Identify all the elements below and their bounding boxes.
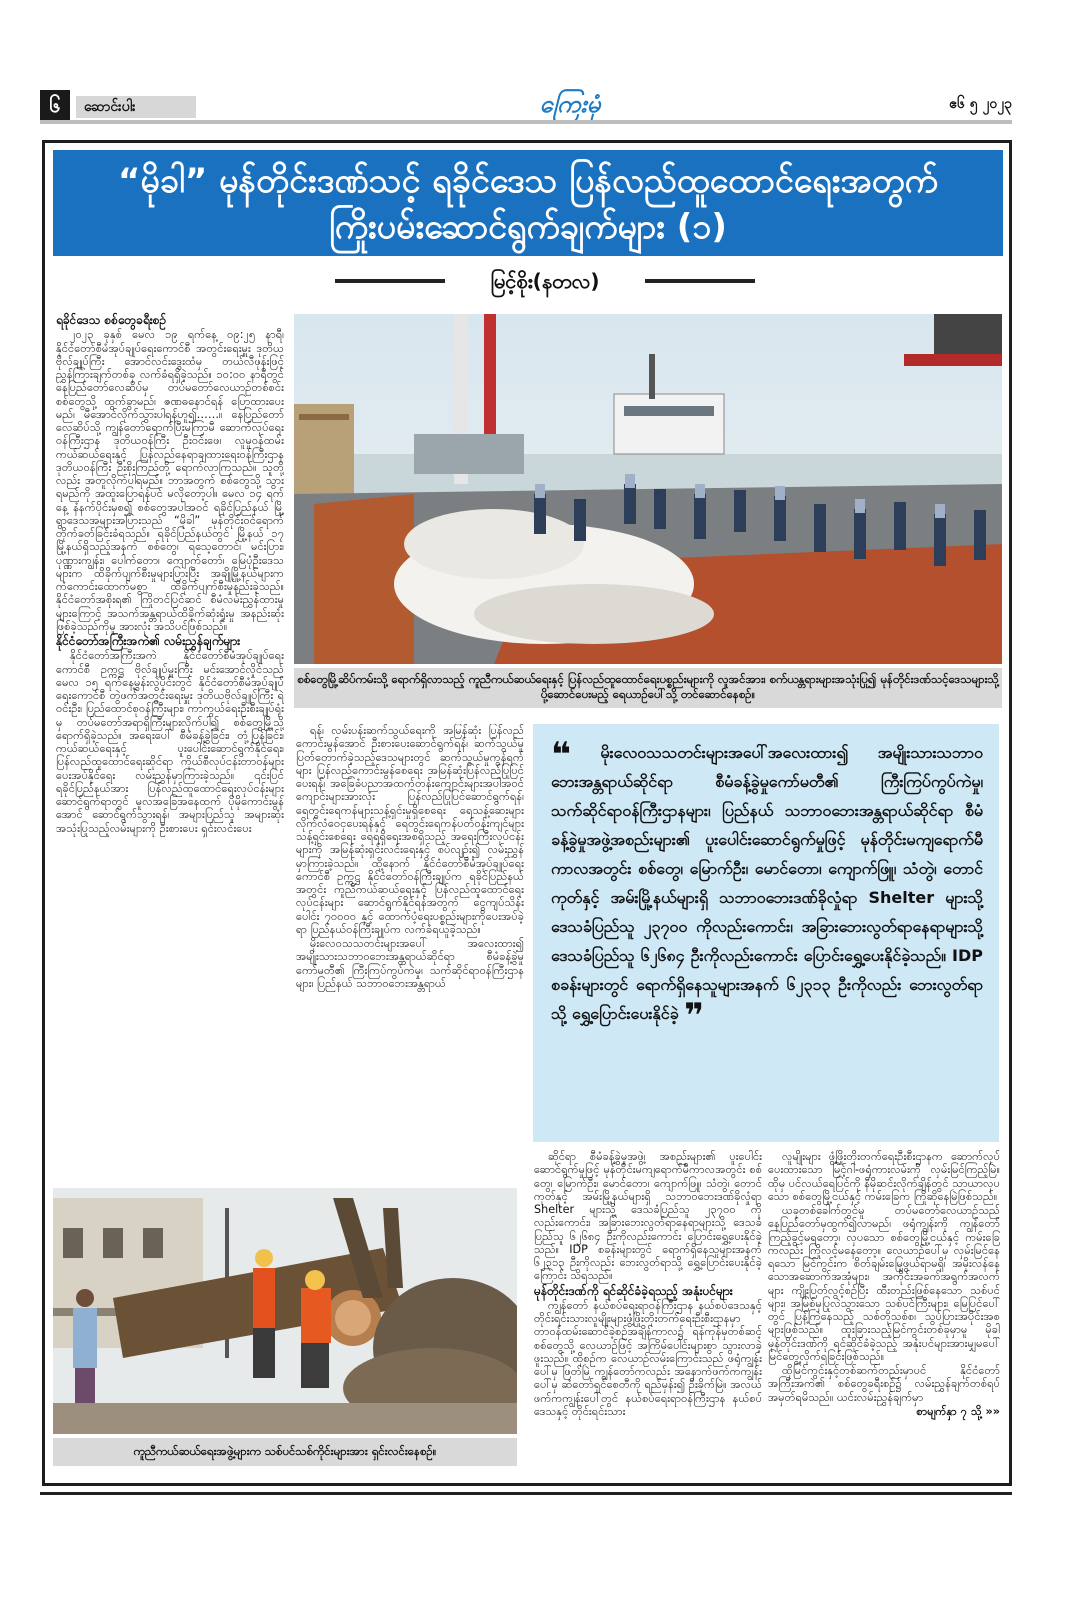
headline-line1: “မိုခါ” မုန်တိုင်းဒဏ်သင့် ရခိုင်ဒေသ ပြန်လည်ထူထောင်ရေးအတွက် (118, 161, 938, 201)
column1-paragraph: နိုင်ငံတော်အကြီးအကဲ နိုင်ငံတော်စီမံအုပ်ချုပ်ရေးကောင်စီ ဥက္ကဋ္ဌ ဗိုလ်ချုပ်မှူးကြီး မင်းအောင်လှိုင်သည် မေလ ၁၅ ရက်နေ့မွန်းလွဲပိုင်းတွင် နိုင်ငံတော်စီမံအုပ်ချုပ်ရေးကောင်စီ တွဲဖက်အတွင်းရေးမှူး ဒုတိယဗိုလ်ချုပ်ကြီး ရဲဝင်းဦး၊ ပြည်ထောင်စုဝန်ကြီးများ၊ ကာကွယ်ရေးဦးစီးချုပ်ရုံးမှ တပ်မတော်အရာရှိကြီးများလိုက်ပါ၍ စစ်တွေမြို့သို့ ရောက်ရှိခဲ့သည်။ အရေးပေါ် စီမံခန့်ခွဲခြင်း၊ တုံ့ပြန်ခြင်း၊ ကယ်ဆယ်ရေးနှင့် ပူးပေါင်းဆောင်ရွက်နိုင်ရေး၊ ပြန်လည်ထူထောင်ရေးဆိုင်ရာ ကိုယ်စီလုပ်ငန်းတာဝန်များ ပေးအပ်နိုင်ရေး လမ်းညွှန်မှာကြားခဲ့သည်။ ၎င်းပြင် ရခိုင်ပြည်နယ်အား ပြန်လည်ထူထောင်ရေးလုပ်ငန်းများ ဆောင်ရွက်ရာတွင် မူလအခြေအနေထက် ပိုမိုကောင်းမွန်အောင် ဆောင်ရွက်သွားရန်၊ အများပြည်သူ အများဆုံး အသုံးပြုသည့်လမ်းများကို ဦးစားပေး ရှင်းလင်းပေး (56, 649, 284, 835)
column3-paragraph: ဆိုင်ရာ စီမံခန့်ခွဲမှုအဖွဲ့၊ အစည်းများ၏ ပူးပေါင်းဆောင်ရွက်မှုဖြင့် မုန်တိုင်းမကျရောက်မီကာလအတွင်း စစ်တွေ၊ မြောက်ဦး၊ မောင်တော၊ ကျောက်ဖြူ၊ သံတွဲ၊ တောင်ကုတ်နှင့် အမ်းမြို့နယ်များရှိ သဘာဝဘေးဒဏ်ခိုလှုံရာ Shelter များသို့ ဒေသခံပြည်သူ ၂၃၇၀၀ ကိုလည်းကောင်း၊ အခြားဘေးလွတ်ရာနေရာများသို့ ဒေသခံပြည်သူ ၆၂၆၈၄ ဦးကိုလည်းကောင်း ပြောင်းရွှေ့ပေးနိုင်ခဲ့သည်။ IDP စခန်းများတွင် ရောက်ရှိနေသူများအနက် ၆၂၃၁၃ ဦးကိုလည်း ဘေးလွတ်ရာသို့ ရွှေ့ပြောင်းပေးနိုင်ခဲ့ကြောင်း သိရသည်။ (534, 1150, 762, 1283)
byline-rule-left (335, 279, 445, 283)
photo1-caption: စစ်တွေမြို့ဆိပ်ကမ်းသို့ ရောက်ရှိလာသည့် ကူညီကယ်ဆယ်ရေးနှင့် ပြန်လည်ထူထောင်ရေးပစ္စည်းများကို လူအင်အား၊ စက်ယန္တရားများအသုံးပြု၍ မုန်တိုင်းဒဏ်သင့်ဒေသများသို့ ပို့ဆောင်ပေးမည့် ရေယာဉ်ပေါ်သို့ တင်ဆောင်နေစဉ်။ (294, 668, 1002, 708)
column1-heading: ရခိုင်ဒေသ စစ်တွေခရီးစဉ် (56, 313, 167, 327)
header-rule (40, 120, 1012, 124)
column2-paragraph: ရန်၊ လမ်းပန်းဆက်သွယ်ရေးကို အမြန်ဆုံး ပြန်လည်ကောင်းမွန်အောင် ဦးစားပေးဆောင်ရွက်ရန်၊ ဆက်သွယ်မှုပြတ်တောက်ခဲ့သည့်ဒေသများတွင် ဆက်သွယ်မှုကွန်ရက်များ ပြန်လည်ကောင်းမွန်စေရေး အမြန်ဆုံးပြန်လည်ပြုပြင်ပေးရန်၊ အခြေခံပညာအထက်တန်းကျောင်းများအပါအဝင် ကျောင်းများအားလုံး ပြန်လည်ပြုပြင်ဆောင်ရွက်ရန်၊ ရေတွင်းရေကန်များသန့်ရှင်းမှုရှိစေရေး ရေသန့်ဆေးများ လိုက်လံဝေငှပေးရန်နှင့် ရေတွင်းရေကန်ပတ်ဝန်းကျင်များသန့်ရှင်းစေရေး ရေရရှိရေးအစရှိသည့် အရေးကြီးလုပ်ငန်းများကို အမြန်ဆုံးရှင်းလင်းရေးနှင့် စပ်လျဉ်း၍ လမ်းညွှန်မှာကြားခဲ့သည်။ ထို့နောက် နိုင်ငံတော်စီမံအုပ်ချုပ်ရေးကောင်စီ ဥက္ကဋ္ဌ နိုင်ငံတော်ဝန်ကြီးချုပ်က ရခိုင်ပြည်နယ်အတွင်း ကူညီကယ်ဆယ်ရေးနှင့် ပြန်လည်ထူထောင်ရေးလုပ်ငန်းများ ဆောင်ရွက်နိုင်ရန်အတွက် ငွေကျပ်သိန်းပေါင်း ၇၀၀၀၀ နှင့် ထောက်ပံ့ရေးပစ္စည်းများကိုပေးအပ်ခဲ့ရာ ပြည်နယ်ဝန်ကြီးချုပ်က လက်ခံရယူခဲ့သည်။ (296, 724, 524, 936)
ship-loading-photo (294, 314, 1002, 664)
section-label: ဆောင်းပါး (76, 96, 196, 118)
column2-paragraph: မိုးလေဝသသတင်းများအပေါ် အလေးထား၍ အမျိုးသားသဘာဝဘေးအန္တရာယ်ဆိုင်ရာ စီမံခန့်ခွဲမှုကော်မတီ၏ ကြီးကြပ်ကွပ်ကဲမှု၊ သက်ဆိုင်ရာဝန်ကြီးဌာနများ၊ ပြည်နယ် သဘာဝဘေးအန္တရာယ် (296, 937, 524, 990)
footer-rule (40, 1492, 1012, 1495)
article-column-3 (534, 1150, 762, 1468)
headline-banner (53, 150, 1003, 256)
article-column-1 (56, 312, 284, 1172)
issue-date: ဧ၆ ၅ ၂၀၂၃ (949, 96, 1012, 112)
newspaper-logo: ကြေးမုံ (539, 90, 601, 118)
article-column-4 (768, 1150, 1000, 1468)
article-column-2 (296, 724, 524, 1186)
column3-paragraph: ကျွန်တော် နယ်စပ်ရေးရာဝန်ကြီးဌာန နယ်စပ်ဒေသနှင့်တိုင်းရင်းသားလူမျိုးများဖွံ့ဖြိုးတိုးတက်ရေးဦးစီးဌာနမှာ တာဝန်ထမ်းဆောင်ခဲ့စဉ်အချိန်ကာလ၌ ရန်ကုန်မှတစ်ဆင့် စစ်တွေသို့ လေယာဉ်ဖြင့် အကြိမ်ပေါင်းများစွာ သွားလာခဲ့ဖူးသည်။ ထိုစဉ်က လေယာဉ်လမ်းကြောင်းသည် ဖရုံကျွန်းပေါ်မှ ဖြတ်မြဲ ကျွန်တော်ကလည်း အနောက်ဖက်ကကျွန်းပေါ်မှ ဆံတော်ရှင်စေတီကို ရည်မှန်း၍ ဦးခိုက်မြဲ။ အလယ်ဖက်ကကျွန်းပေါ်တွင် နယ်စပ်ရေးရာဝန်ကြီးဌာန နယ်စပ်ဒေသနှင့် တိုင်းရင်းသား (534, 1298, 762, 1418)
column1-paragraph: ၂၀၂၃ ခုနှစ် မေလ ၁၉ ရက်နေ့ ၀၉:၂၅ နာရီ၊ နိုင်ငံတော်စီမံအုပ်ချုပ်ရေးကောင်စီ အတွင်းရေးမှူး ဒုတိယဗိုလ်ချုပ်ကြီး အောင်လင်းဒွေးထံမှ တယ်လီဖုန်းဖြင့် ညွှန်ကြားချက်တစ်ခု လက်ခံရရှိခဲ့သည်။ ၁၀:၀၀ နာရီတွင် နေပြည်တော်လေဆိပ်မှ တပ်မတော်လေယာဉ်တစ်စင်း စစ်တွေသို့ ထွက်ခွာမည်၊ ဇဏဓနောင်ရန် ပြောထားပေးမည်၊ မီအောင်လိုက်သွားပါရန်ဟူ၍……။ နေပြည်တော်လေဆိပ်သို့ ကျွန်တော်ရောက်ပြီးမကြာမီ ဆောက်လုပ်ရေးဝန်ကြီးဌာန ဒုတိယဝန်ကြီး ဦးဝင်းဖေ၊ လူမှုဝန်ထမ်းကယ်ဆယ်ရေးနှင့် ပြန်လည်နေရာချထားရေးဝန်ကြီးဌာန ဒုတိယဝန်ကြီး ဦးစိုးကြည်တို့ ရောက်လာကြသည်။ သူတို့လည်း အတူလိုက်ပါရမည်။ ဘာအတွက် စစ်တွေသို့ သွားရမည်ကို အထူးပြောရန်ပင် မလိုတော့ပါ။ မေလ ၁၄ ရက်နေ့ နံနက်ပိုင်းမှစ၍ စစ်တွေအပါအဝင် ရခိုင်ပြည်နယ် မြို့ရွာဒေသအများအပြားသည် “မိုခါ” မုန်တိုင်းဝင်ရောက်တိုက်ခတ်ခြင်းခံရသည်။ ရခိုင်ပြည်နယ်တွင် မြို့နယ် ၁၇ မြို့နယ်ရှိသည့်အနက် စစ်တွေ၊ ရသေ့တောင်၊ မင်းပြား၊ ပုဏ္ဏားကျွန်း၊ ပေါက်တော၊ ကျောက်တော်၊ မြေပုံဦးဒေသများက ထိခိုက်ပျက်စီးမှုများပြားပြီး အချို့မြို့နယ်များက ကံကောင်းထောက်မစွာ ထိခိုက်ပျက်စီးမှုနည်းခဲ့သည်။ နိုင်ငံတော်အစိုးရ၏ ကြိုတင်ပြင်ဆင် စီမံလမ်းညွှန်ထားမှုများကြောင့် အသက်အန္တရာယ်ထိခိုက်ဆုံးရှုံးမှု အနည်းဆုံးဖြစ်ခဲ့သည်ကိုမူ အားလုံး အသိပင်ဖြစ်သည်။ (56, 328, 284, 633)
tree-clearing-photo (53, 1188, 517, 1434)
pull-quote (533, 724, 999, 1142)
continued-on-page: စာမျက်နှာ ၇ သို့ »» (916, 1404, 1000, 1418)
column4-paragraph: ယခုတစ်ခေါက်တွင်မူ တပ်မတော်လေယာဉ်သည် နေပြည်တော်မှထွက်၍လာမည်၊ ဖရုံကျွန်းကို ကျွန်တော်ကြည့်ခွင့်မရတော့၊ လှပသော စစ်တွေမြို့ငယ်နှင့် ကမ်းခြေကလည်း ကြိုလင့်မနေတော့။ လေယာဉ်ပေါ်မှ လှမ်းမြင်နေရသော မြင်ကွင်းက စိတ်ချမ်းမြေ့ဖွယ်ရာမရှိ၊ အမိုးလန်နေသောအဆောက်အအုံများ၊ အကိုင်းအခက်အရွက်အလက်များ ကျိုးပြတ်လွင့်စဉ်ပြီး ထီးတည်းဖြစ်နေသော သစ်ပင်များ၊ အမြစ်မှပြုလဲသွားသော သစ်ပင်ကြီးများ၊ မြေပြင်ပေါ်တွင် ပြန့်ကြဲနေသည့် သစ်တိုသစ်စ၊ သွပ်ပြားအပိုင်းအစများဖြစ်သည်။ ထူးခြားသည့်မြင်ကွင်းတစ်ခုမှာမူ မိုခါမုန်တိုင်းဒဏ်ကို ရင်ဆိုင်ခံခဲ့သည့် အနုံးပင်များအားမျှမပေါ် မြင်တွေ့လိုက်ရခြင်းဖြစ်သည်။ (768, 1204, 1000, 1363)
column4-paragraph: လူမျိုးများ ဖွံ့ဖြိုးတိုးတက်ရေးဦးစီးဌာနက ဆောက်လုပ်ပေးထားသော မြင့်ဂါ-ဖရုံကားလမ်းကို လှမ်းမြင်ကြည့်မြဲ။ ထိုမှ ပင်လယ်ရေပြင်ကို နီမိုဆင်းလိုက်ချိန်တွင် သာယာလှပသော စစ်တွေမြို့ငယ်နှင့် ကမ်းခြေက ကြိုဆိုနေမြဲဖြစ်သည်။ (768, 1150, 1000, 1203)
page-header (40, 84, 1012, 124)
byline (335, 266, 755, 296)
column1-subheading: နိုင်ငံတော်အကြီးအကဲ၏ လမ်းညွှန်ချက်များ (56, 634, 241, 648)
page-footer (40, 1488, 1012, 1500)
tree-clearing-illustration (53, 1188, 517, 1434)
photo2-caption: ကူညီကယ်ဆယ်ရေးအဖွဲ့များက သစ်ပင်သစ်ကိုင်းများအား ရှင်းလင်းနေစဉ်။ (53, 1438, 517, 1466)
headline-line2: ကြိုးပမ်းဆောင်ရွက်ချက်များ (၁) (329, 207, 727, 247)
ship-loading-illustration (294, 314, 1002, 664)
close-quote-icon: ❞ (684, 996, 705, 1036)
open-quote-icon: ❝ (551, 735, 571, 775)
pull-quote-text: မိုးလေဝသသတင်းများအပေါ်အလေးထား၍ အမျိုးသားသဘာဝဘေးအန္တရာယ်ဆိုင်ရာ စီမံခန့်ခွဲမှုကော်မတီ၏ ကြီးကြပ်ကွပ်ကဲမှု၊ သက်ဆိုင်ရာဝန်ကြီးဌာနများ၊ ပြည်နယ် သဘာဝဘေးအန္တရာယ်ဆိုင်ရာ စီမံခန့်ခွဲမှုအဖွဲ့အစည်းများ၏ ပူးပေါင်းဆောင်ရွက်မှုဖြင့် မုန်တိုင်းမကျရောက်မီကာလအတွင်း စစ်တွေ၊ မြောက်ဦး၊ မောင်တော၊ ကျောက်ဖြူ၊ သံတွဲ၊ တောင်ကုတ်နှင့် အမ်းမြို့နယ်များရှိ သဘာဝဘေးဒဏ်ခိုလှုံရာ Shelter များသို့ ဒေသခံပြည်သူ ၂၃၇၀၀ ကိုလည်းကောင်း၊ အခြားဘေးလွတ်ရာနေရာများသို့ ဒေသခံပြည်သူ ၆၂၆၈၄ ဦးကိုလည်းကောင်း ပြောင်းရွှေ့ပေးနိုင်ခဲ့သည်။ IDP စခန်းများတွင် ရောက်ရှိနေသူများအနက် ၆၂၃၁၃ ဦးကိုလည်း ဘေးလွတ်ရာသို့ ရွှေ့ပြောင်းပေးနိုင်ခဲ့ (551, 743, 983, 1023)
page-number: ၆ (40, 90, 70, 120)
column3-subheading: မုန်တိုင်းဒဏ်ကို ရင်ဆိုင်ခံခဲ့ရသည့် အနုံးပင်များ (534, 1283, 733, 1298)
author-name: မြင့်စိုး(နတလ) (490, 269, 600, 293)
column4-paragraph: ထိုမြင်ကွင်းနှင့်တစ်ဆက်တည်းမှာပင် နိုင်ငံတော်အကြီးအကဲ၏ စစ်တွေခရီးစဉ်၌ လမ်းညွှန်ချက်တစ်ရပ် အမှတ်ရမိသည်။ ယင်းလမ်းညွှန်ချက်မှာ (768, 1364, 1000, 1404)
byline-rule-right (645, 279, 755, 283)
